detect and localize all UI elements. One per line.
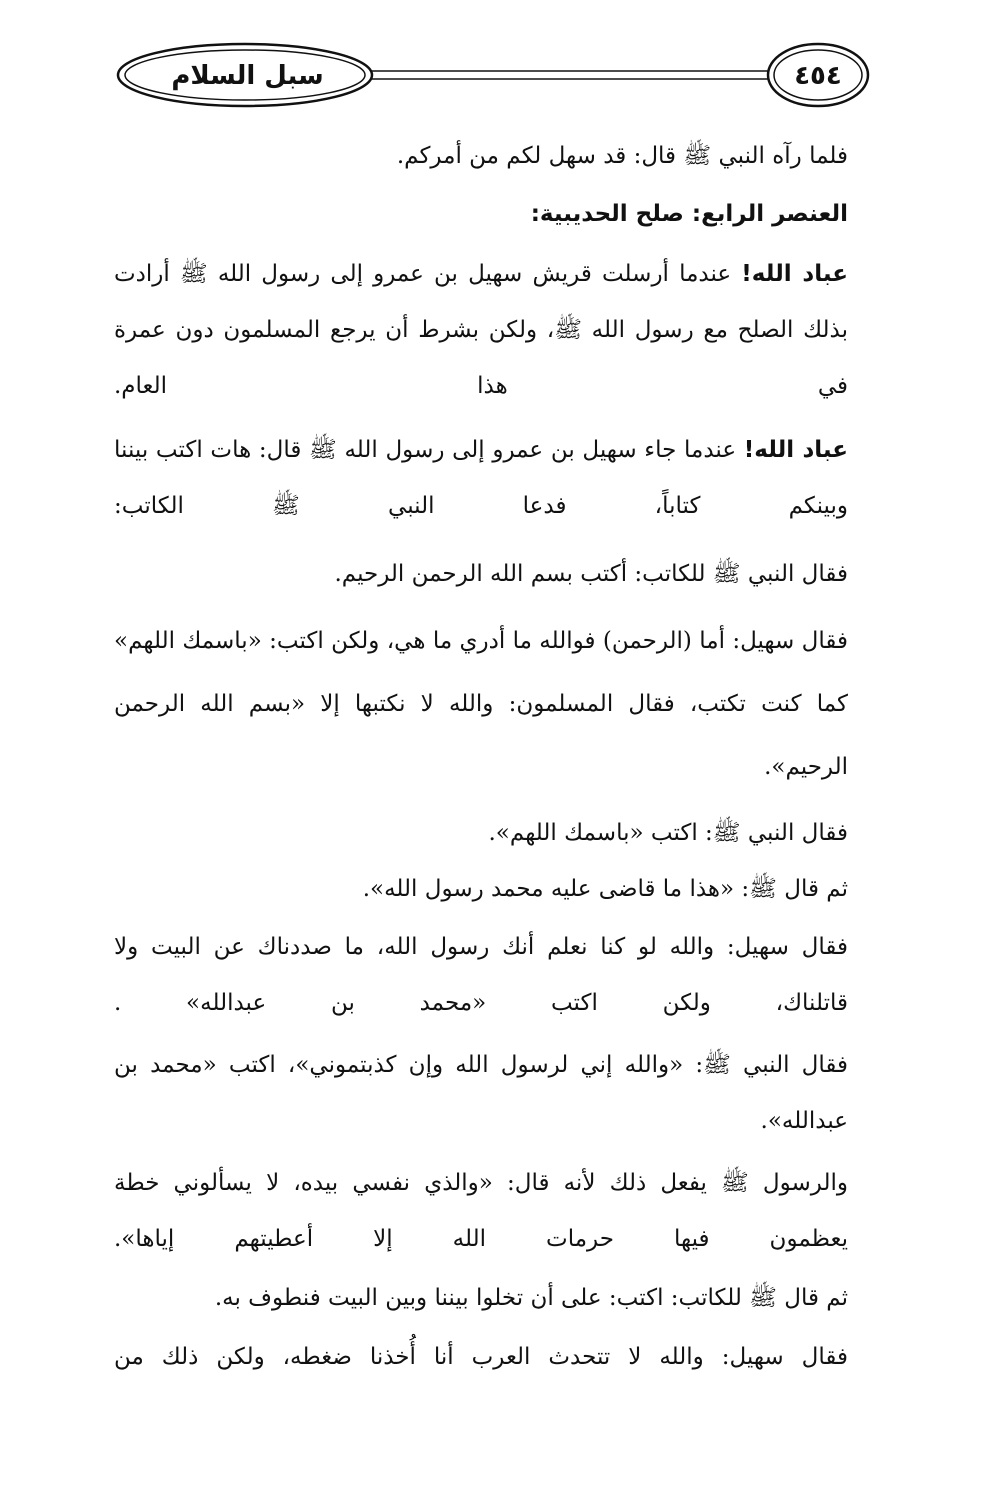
paragraph-6 — [114, 610, 848, 799]
paragraph-4 — [114, 422, 848, 534]
paragraph-lead: عباد الله! — [743, 437, 848, 463]
paragraph-text: ثم قال ﷺ: «هذا ما قاضى عليه محمد رسول الله». — [362, 876, 848, 902]
paragraph-10 — [114, 1037, 848, 1149]
paragraph-8 — [114, 861, 848, 917]
paragraph-text: فقال النبي ﷺ: «والله إني لرسول الله وإن كذبتموني»، اكتب «محمد بن عبدالله». — [114, 1052, 848, 1134]
paragraph-13 — [114, 1329, 848, 1385]
paragraph-text: فقال النبي ﷺ: اكتب «باسمك اللهم». — [488, 820, 848, 846]
paragraph-text: عندما جاء سهيل بن عمرو إلى رسول الله ﷺ قال: هات اكتب بيننا وبينكم كتاباً، فدعا النبي ﷺ الكاتب: — [114, 437, 848, 519]
paragraph-9 — [114, 919, 848, 1031]
paragraph-text: عندما أرسلت قريش سهيل بن عمرو إلى رسول الله ﷺ أرادت بذلك الصلح مع رسول الله ﷺ، ولكن بشرط أن يرجع المسلمون دون عمرة في هذا العام. — [114, 261, 848, 399]
paragraph-text: فلما رآه النبي ﷺ قال: قد سهل لكم من أمركم. — [396, 143, 848, 169]
section-heading-text: العنصر الرابع: صلح الحديبية: — [530, 201, 848, 227]
paragraph-11 — [114, 1155, 848, 1267]
paragraph-text: فقال سهيل: والله لا تتحدث العرب أنا أُخذنا ضغطه، ولكن ذلك من — [114, 1344, 848, 1370]
page-number: ٤٥٤ — [794, 61, 842, 91]
paragraph-text: فقال سهيل: أما (الرحمن) فوالله ما أدري ما هي، ولكن اكتب: «باسمك اللهم» كما كنت تكتب، فقال المسلمون: والله لا نكتبها إلا «بسم الله الرحمن الرحيم». — [114, 628, 848, 780]
paragraph-text: فقال النبي ﷺ للكاتب: أكتب بسم الله الرحمن الرحيم. — [334, 561, 848, 587]
paragraph-3 — [114, 246, 848, 414]
running-title: سبل السلام — [171, 61, 324, 91]
paragraph-text: فقال سهيل: والله لو كنا نعلم أنك رسول الله، ما صددناك عن البيت ولا قاتلناك، ولكن اكتب «محمد بن عبدالله» . — [114, 934, 848, 1016]
paragraph-lead: عباد الله! — [741, 261, 848, 287]
paragraph-5 — [114, 546, 848, 602]
paragraph-7 — [114, 805, 848, 861]
paragraph-text: والرسول ﷺ يفعل ذلك لأنه قال: «والذي نفسي بيده، لا يسألوني خطة يعظمون فيها حرمات الله إلا أعطيتهم إياها». — [114, 1170, 848, 1252]
paragraph-1 — [114, 134, 848, 178]
section-heading — [114, 192, 848, 236]
page-body — [114, 128, 848, 1385]
paragraph-text: ثم قال ﷺ للكاتب: اكتب: على أن تخلوا بيننا وبين البيت فنطوف به. — [214, 1285, 848, 1311]
paragraph-12 — [114, 1271, 848, 1325]
page-header — [0, 0, 984, 140]
